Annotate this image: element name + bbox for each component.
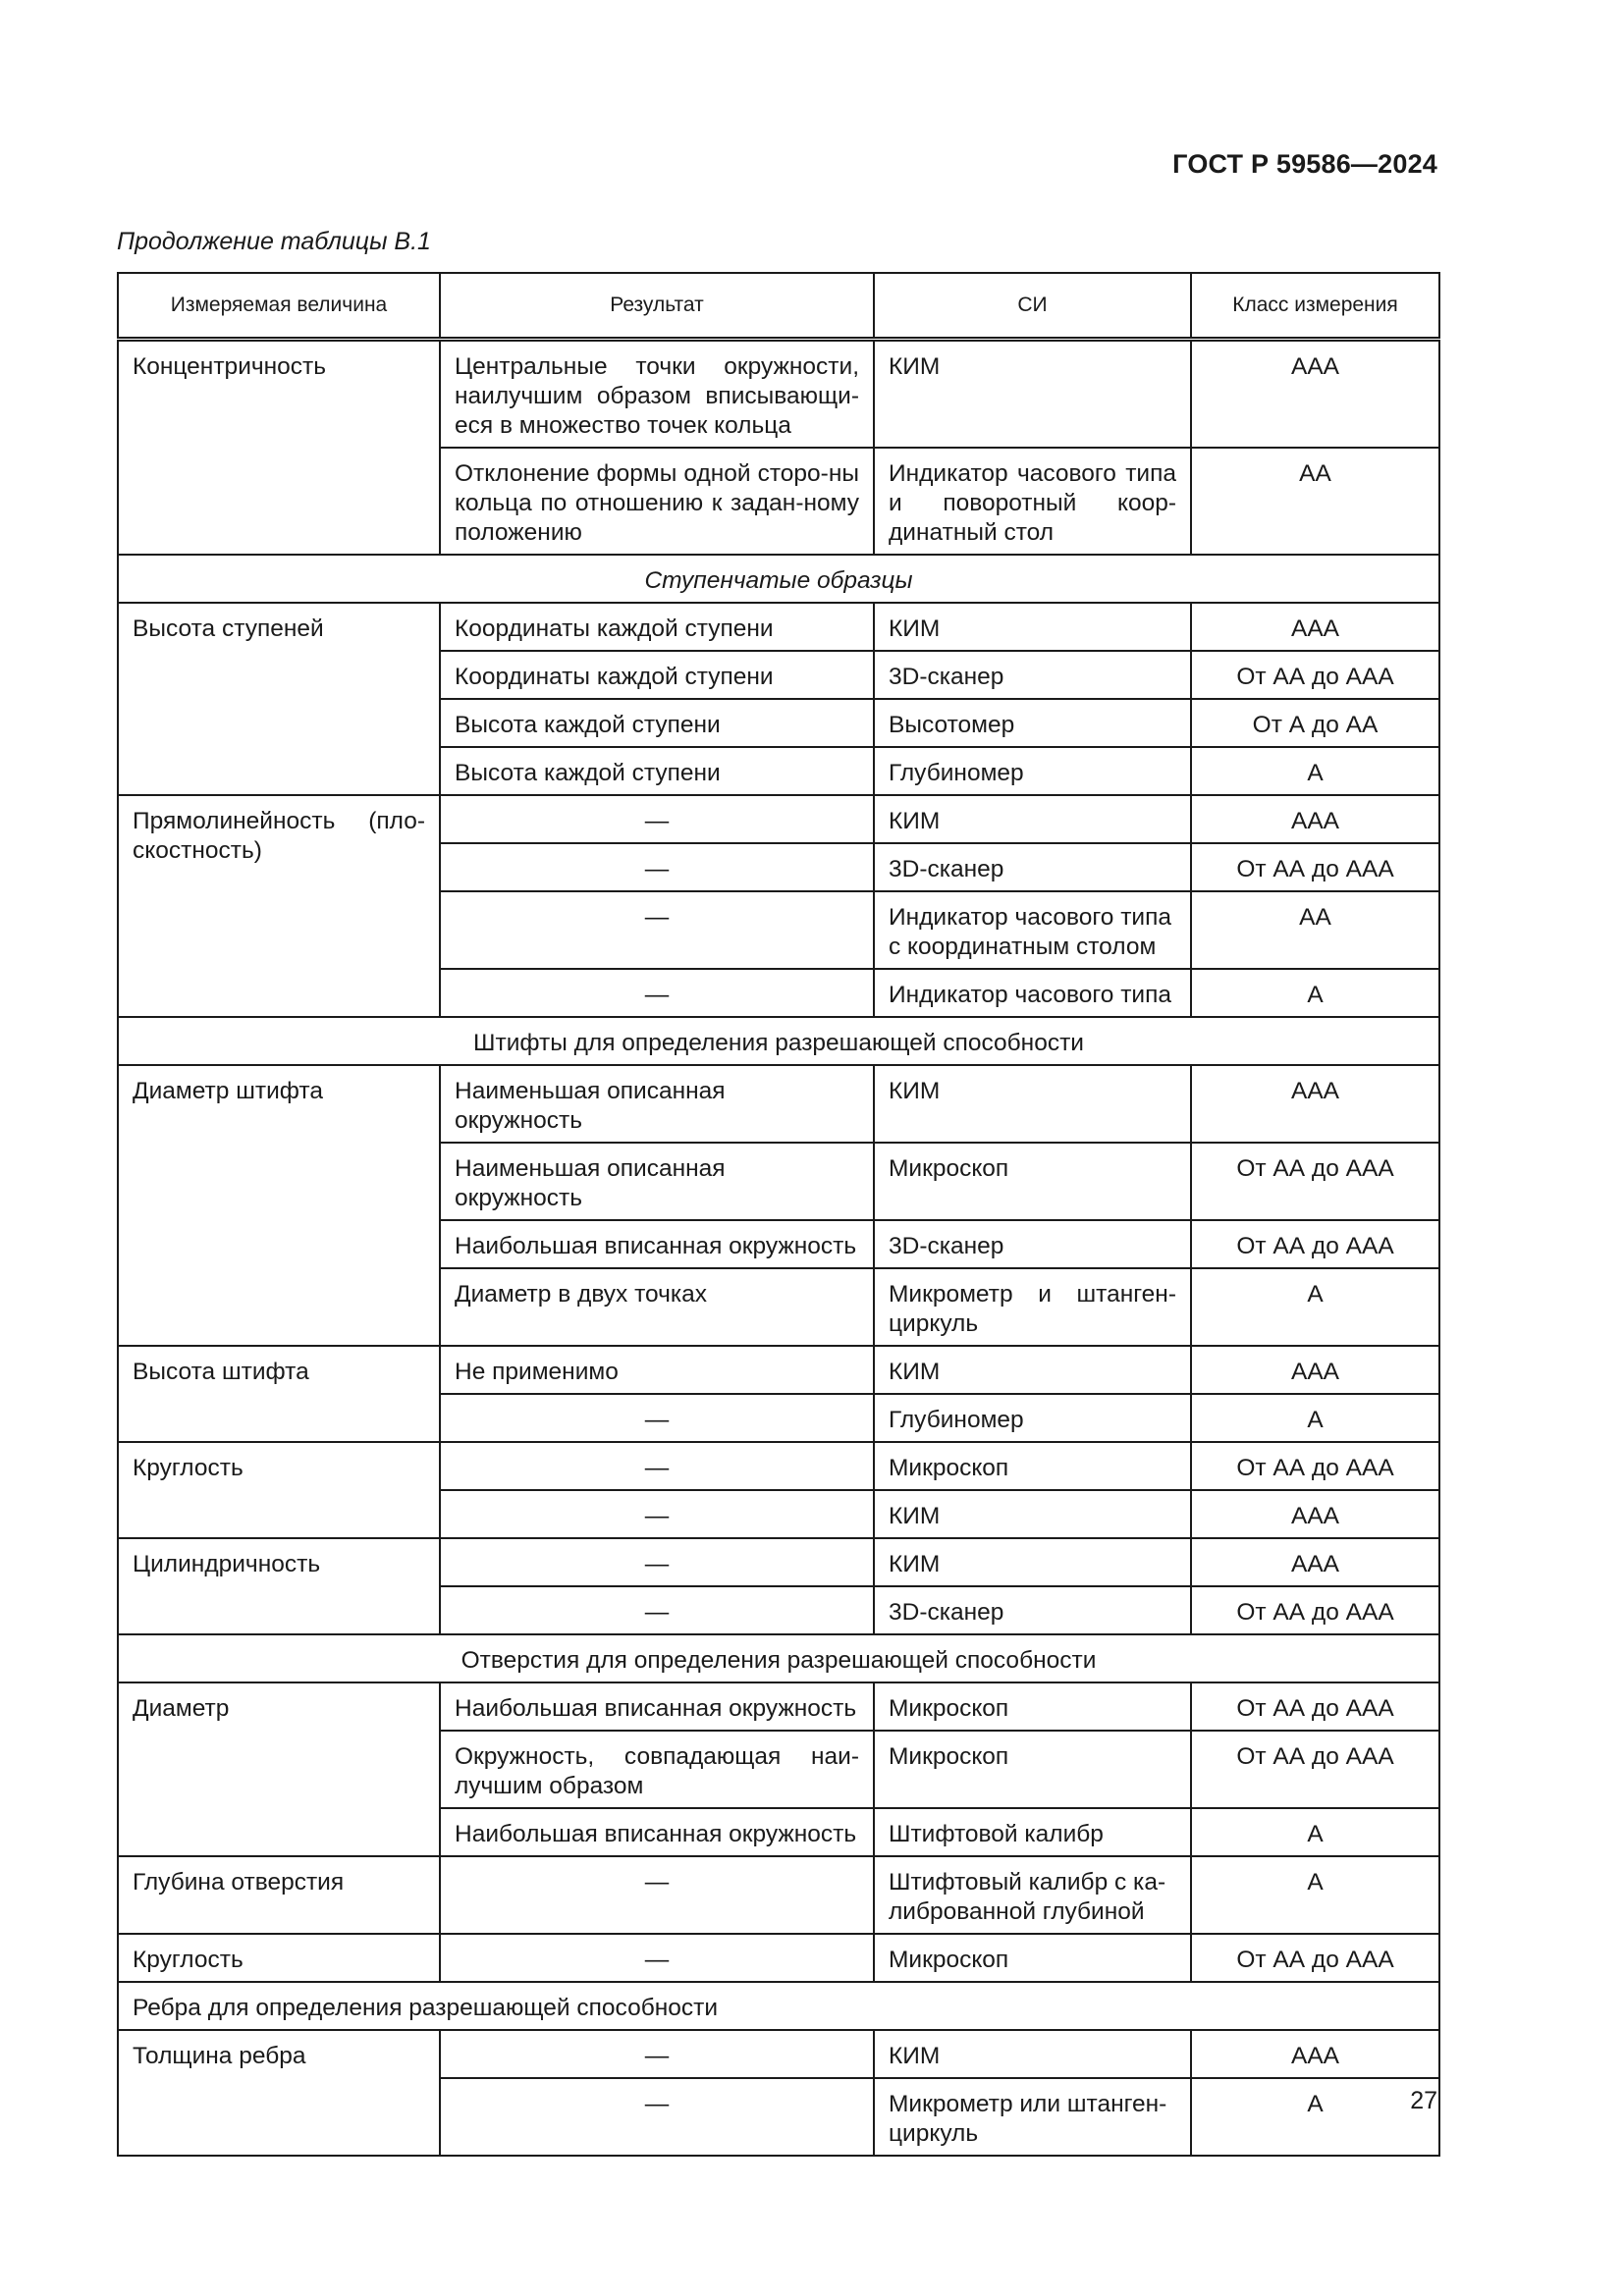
table-row [118, 1682, 1439, 1731]
column-header-result: Результат [440, 273, 874, 340]
section-row [118, 1634, 1439, 1682]
class-cell: ААА [1191, 603, 1439, 651]
table-row [118, 2030, 1439, 2078]
instrument-cell: КИМ [874, 603, 1191, 651]
class-cell: ААА [1191, 1538, 1439, 1586]
page-number: 27 [1410, 2087, 1437, 2114]
class-cell: ААА [1191, 1346, 1439, 1394]
table-caption: Продолжение таблицы В.1 [117, 228, 431, 255]
result-cell: Наименьшая описанная окружность [440, 1143, 874, 1220]
instrument-cell: Индикатор часового типа с координатным столом [874, 891, 1191, 969]
instrument-cell: Микроскоп [874, 1934, 1191, 1982]
class-cell: От АА до ААА [1191, 1220, 1439, 1268]
section-title: Ступенчатые образцы [118, 555, 1439, 603]
result-cell: Диаметр в двух точках [440, 1268, 874, 1346]
result-cell: — [440, 1538, 874, 1586]
table-row [118, 1538, 1439, 1586]
class-cell: ААА [1191, 340, 1439, 449]
table-row [118, 795, 1439, 843]
quantity-cell: Круглость [118, 1442, 440, 1538]
section-row [118, 555, 1439, 603]
instrument-cell: 3D-сканер [874, 843, 1191, 891]
instrument-cell: Штифтовой калибр [874, 1808, 1191, 1856]
result-cell: Высота каждой ступени [440, 747, 874, 795]
result-cell: Координаты каждой ступени [440, 603, 874, 651]
table-row [118, 1442, 1439, 1490]
quantity-cell: Диаметр штифта [118, 1065, 440, 1346]
instrument-cell: Высотомер [874, 699, 1191, 747]
instrument-cell: Индикатор часового типа [874, 969, 1191, 1017]
instrument-cell: 3D-сканер [874, 1586, 1191, 1634]
class-cell: А [1191, 1394, 1439, 1442]
class-cell: От АА до ААА [1191, 843, 1439, 891]
class-cell: От АА до ААА [1191, 651, 1439, 699]
measurement-table [117, 272, 1440, 2157]
result-cell: — [440, 1442, 874, 1490]
instrument-cell: КИМ [874, 1538, 1191, 1586]
instrument-cell: Микроскоп [874, 1143, 1191, 1220]
section-title: Отверстия для определения разрешающей способности [118, 1634, 1439, 1682]
result-cell: — [440, 843, 874, 891]
result-cell: Отклонение формы одной сторо-ны кольца по отношению к задан-ному положению [440, 448, 874, 555]
instrument-cell: КИМ [874, 340, 1191, 449]
result-cell: Наибольшая вписанная окружность [440, 1220, 874, 1268]
class-cell: ААА [1191, 795, 1439, 843]
column-header-class: Класс измерения [1191, 273, 1439, 340]
result-cell: Наибольшая вписанная окружность [440, 1808, 874, 1856]
result-cell: — [440, 969, 874, 1017]
instrument-cell: КИМ [874, 795, 1191, 843]
table-header-row [118, 273, 1439, 340]
result-cell: Центральные точки окружности, наилучшим образом вписывающи-еся в множество точек кольца [440, 340, 874, 449]
result-cell: Наименьшая описанная окружность [440, 1065, 874, 1143]
quantity-cell: Толщина ребра [118, 2030, 440, 2156]
instrument-cell: КИМ [874, 1490, 1191, 1538]
class-cell: А [1191, 1268, 1439, 1346]
class-cell: АА [1191, 891, 1439, 969]
instrument-cell: 3D-сканер [874, 651, 1191, 699]
class-cell: А [1191, 2078, 1439, 2156]
column-header-instrument: СИ [874, 273, 1191, 340]
instrument-cell: Микроскоп [874, 1442, 1191, 1490]
class-cell: ААА [1191, 2030, 1439, 2078]
result-cell: — [440, 1856, 874, 1934]
quantity-cell: Концентричность [118, 340, 440, 556]
result-cell: — [440, 2030, 874, 2078]
section-title: Ребра для определения разрешающей способности [118, 1982, 1439, 2030]
class-cell: ААА [1191, 1490, 1439, 1538]
instrument-cell: Глубиномер [874, 1394, 1191, 1442]
table-row [118, 340, 1439, 449]
instrument-cell: 3D-сканер [874, 1220, 1191, 1268]
class-cell: А [1191, 1856, 1439, 1934]
quantity-cell: Прямолинейность (пло-скостность) [118, 795, 440, 1017]
result-cell: — [440, 2078, 874, 2156]
section-row [118, 1017, 1439, 1065]
standard-designation: ГОСТ Р 59586—2024 [1172, 149, 1437, 179]
class-cell: От АА до ААА [1191, 1143, 1439, 1220]
column-header-quantity: Измеряемая величина [118, 273, 440, 340]
result-cell: Наибольшая вписанная окружность [440, 1682, 874, 1731]
table-row [118, 1346, 1439, 1394]
result-cell: Не применимо [440, 1346, 874, 1394]
result-cell: Высота каждой ступени [440, 699, 874, 747]
class-cell: От АА до ААА [1191, 1682, 1439, 1731]
instrument-cell: КИМ [874, 1065, 1191, 1143]
class-cell: А [1191, 1808, 1439, 1856]
quantity-cell: Высота ступеней [118, 603, 440, 795]
instrument-cell: Индикатор часового типа и поворотный коор-динатный стол [874, 448, 1191, 555]
result-cell: — [440, 1394, 874, 1442]
class-cell: От АА до ААА [1191, 1731, 1439, 1808]
quantity-cell: Высота штифта [118, 1346, 440, 1442]
class-cell: А [1191, 969, 1439, 1017]
result-cell: — [440, 795, 874, 843]
instrument-cell: КИМ [874, 2030, 1191, 2078]
section-title: Штифты для определения разрешающей способности [118, 1017, 1439, 1065]
result-cell: Координаты каждой ступени [440, 651, 874, 699]
class-cell: От АА до ААА [1191, 1934, 1439, 1982]
instrument-cell: Микроскоп [874, 1682, 1191, 1731]
result-cell: — [440, 1934, 874, 1982]
class-cell: От АА до ААА [1191, 1586, 1439, 1634]
result-cell: — [440, 1586, 874, 1634]
table-row [118, 1856, 1439, 1934]
quantity-cell: Диаметр [118, 1682, 440, 1856]
quantity-cell: Круглость [118, 1934, 440, 1982]
quantity-cell: Глубина отверстия [118, 1856, 440, 1934]
class-cell: АА [1191, 448, 1439, 555]
table-row [118, 603, 1439, 651]
table-row [118, 1934, 1439, 1982]
class-cell: ААА [1191, 1065, 1439, 1143]
class-cell: От АА до ААА [1191, 1442, 1439, 1490]
instrument-cell: Штифтовый калибр с ка-либрованной глубиной [874, 1856, 1191, 1934]
quantity-cell: Цилиндричность [118, 1538, 440, 1634]
instrument-cell: Микрометр или штанген-циркуль [874, 2078, 1191, 2156]
result-cell: — [440, 1490, 874, 1538]
instrument-cell: КИМ [874, 1346, 1191, 1394]
instrument-cell: Микроскоп [874, 1731, 1191, 1808]
table-row [118, 1065, 1439, 1143]
instrument-cell: Глубиномер [874, 747, 1191, 795]
class-cell: А [1191, 747, 1439, 795]
section-row [118, 1982, 1439, 2030]
instrument-cell: Микрометр и штанген-циркуль [874, 1268, 1191, 1346]
result-cell: — [440, 891, 874, 969]
class-cell: От А до АА [1191, 699, 1439, 747]
result-cell: Окружность, совпадающая наи-лучшим образом [440, 1731, 874, 1808]
